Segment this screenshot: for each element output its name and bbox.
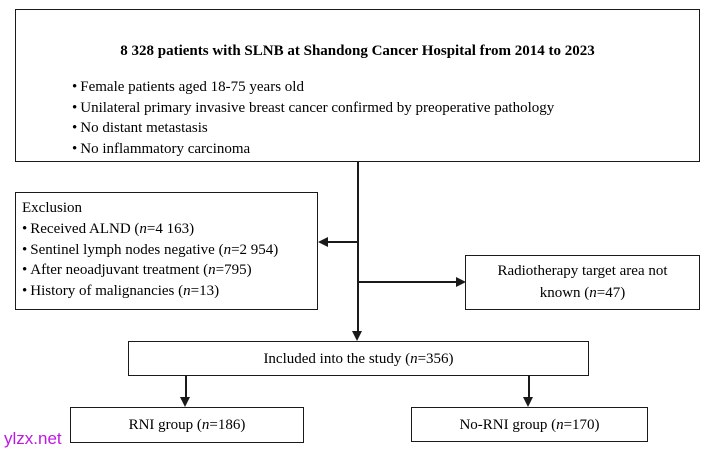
radiotherapy-line2: known (n=47): [539, 285, 626, 301]
exclusion-heading: Exclusion: [22, 200, 82, 216]
no-rni-group-text: No-RNI group (n=170): [459, 416, 600, 433]
exclusion-text: Received ALND (n=4 163): [30, 221, 195, 237]
connector-to-exclusion: [327, 241, 358, 243]
connector-top-to-included: [357, 162, 359, 333]
watermark: ylzx.net: [4, 429, 62, 448]
exclusion-text: After neoadjuvant treatment (n=795): [30, 262, 252, 278]
bullet-icon: •: [22, 282, 28, 299]
n-variable: n: [589, 285, 597, 301]
bullet-icon: •: [72, 79, 78, 95]
arrowhead-down-no-rni: [523, 397, 533, 407]
n-variable: n: [201, 417, 210, 433]
rni-group-box: [70, 407, 304, 443]
n-variable: n: [223, 241, 232, 258]
n-variable: n: [183, 282, 191, 299]
connector-included-to-no-rni: [528, 376, 530, 399]
exclusion-text: History of malignancies (n=13): [30, 282, 220, 299]
radiotherapy-line1: Radiotherapy target area not: [497, 263, 668, 279]
criterion-text: No distant metastasis: [80, 120, 208, 136]
bullet-icon: •: [72, 99, 78, 116]
eligibility-criteria-list: [72, 77, 699, 159]
criterion-text: No inflammatory carcinoma: [80, 140, 251, 157]
bullet-icon: •: [72, 140, 78, 157]
eligibility-criterion: [72, 118, 699, 139]
connector-included-to-rni: [185, 376, 187, 399]
n-variable: n: [556, 416, 564, 433]
radiotherapy-unknown-box: [465, 255, 700, 310]
criterion-text: Unilateral primary invasive breast cancer confirmed by preoperative pathology: [80, 99, 555, 116]
no-rni-group-box: [411, 407, 648, 442]
eligibility-criterion: [72, 139, 699, 160]
criterion-text: Female patients aged 18-75 years old: [80, 79, 304, 95]
connector-to-radiotherapy: [358, 281, 457, 283]
bullet-icon: •: [22, 262, 28, 278]
eligibility-box: [15, 9, 700, 162]
included-text: Included into the study (n=356): [263, 350, 454, 367]
exclusion-box: [15, 192, 318, 310]
arrowhead-right-radiotherapy: [456, 277, 466, 287]
exclusion-text: Sentinel lymph nodes negative (n=2 954): [30, 241, 279, 258]
bullet-icon: •: [22, 241, 28, 258]
exclusion-item: [22, 219, 311, 240]
eligibility-criterion: [72, 98, 699, 119]
bullet-icon: •: [72, 120, 78, 136]
n-variable: n: [208, 262, 216, 278]
bullet-icon: •: [22, 221, 28, 237]
eligibility-criterion: [72, 77, 699, 98]
exclusion-item: [22, 240, 311, 261]
exclusion-item: [22, 260, 311, 281]
rni-group-text: RNI group (n=186): [128, 417, 246, 433]
included-box: [128, 341, 589, 376]
arrowhead-down-rni: [180, 397, 190, 407]
exclusion-item: [22, 281, 311, 302]
n-variable: n: [410, 350, 418, 367]
n-variable: n: [139, 221, 147, 237]
arrowhead-down-included: [352, 331, 362, 341]
arrowhead-left-exclusion: [318, 237, 328, 247]
eligibility-title: 8 328 patients with SLNB at Shandong Cancer Hospital from 2014 to 2023: [120, 43, 595, 59]
